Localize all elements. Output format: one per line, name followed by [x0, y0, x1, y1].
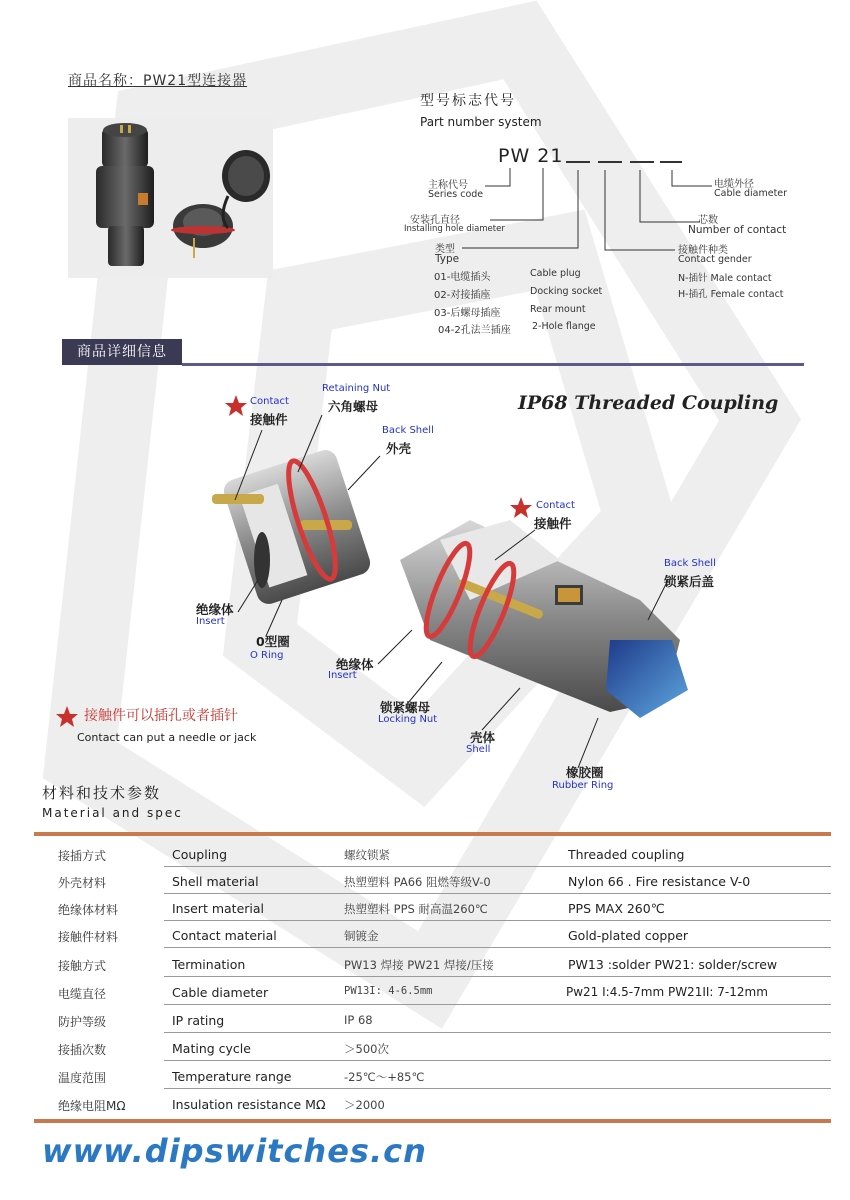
cable-diameter-label-en: Cable diameter [714, 188, 788, 199]
contact-note-cn: 接触件可以插孔或者插针 [84, 708, 238, 724]
female-contact-label: H-插孔 Female contact [678, 289, 784, 300]
spec-row [34, 978, 831, 1005]
callout-rubber-ring-cn: 橡胶圈 [566, 765, 604, 780]
spec-cell-en: Temperature range [172, 1069, 292, 1084]
hole-diameter-label-cn: 安装孔直径 [410, 215, 460, 226]
spec-cell-en-value: Nylon 66 . Fire resistance V-0 [568, 874, 751, 889]
type-label-cn: 类型 [435, 244, 455, 255]
spec-cell-cn: 接触方式 [58, 959, 107, 973]
hole-diameter-label-en: Installing hole diameter [404, 224, 505, 234]
spec-cell-value: 热塑塑料 PA66 阻燃等级V-0 [344, 875, 491, 889]
spec-cell-en: Shell material [172, 874, 259, 889]
spec-cell-cn: 接插方式 [58, 849, 107, 863]
spec-cell-cn: 外壳材料 [58, 876, 107, 890]
callout-retaining-nut-cn: 六角螺母 [328, 399, 379, 414]
spec-cell-value: 铜镀金 [344, 929, 379, 943]
type-item-04-cn: 04-2孔法兰插座 [438, 325, 511, 336]
contact-gender-label-en: Contact gender [678, 254, 752, 265]
callout-insert-2-en: Insert [328, 670, 357, 681]
spec-bottom-rule [34, 1119, 831, 1123]
spec-cell-en-value: Gold-plated copper [568, 928, 689, 943]
spec-cell-cn: 温度范围 [58, 1071, 107, 1085]
type-item-04-en: 2-Hole flange [532, 321, 596, 332]
contact-gender-label-cn: 接触件种类 [678, 245, 728, 256]
website-link[interactable]: www.dipswitches.cn [42, 1132, 427, 1170]
callout-contact-2-en: Contact [536, 500, 575, 511]
callout-locking-nut-en: Locking Nut [378, 714, 438, 725]
spec-title-en: Material and spec [42, 806, 183, 820]
spec-cell-value: 螺纹锁紧 [344, 848, 390, 862]
row-divider [164, 1060, 831, 1061]
spec-top-rule [34, 832, 831, 836]
row-divider [164, 1088, 831, 1089]
spec-cell-en: Insert material [172, 901, 264, 916]
callout-o-ring-cn: 0型圈 [256, 634, 290, 649]
callout-insert-2-cn: 绝缘体 [336, 657, 374, 672]
product-name: 商品名称：PW21型连接器 [68, 73, 248, 89]
ip68-heading: IP68 Threaded Coupling [518, 392, 779, 414]
spec-cell-value: ＞500次 [344, 1042, 389, 1056]
callout-retaining-nut-en: Retaining Nut [322, 383, 391, 394]
spec-cell-en: Coupling [172, 847, 228, 862]
callout-contact-2-cn: 接触件 [534, 516, 572, 531]
spec-cell-cn: 绝缘电阻MΩ [58, 1099, 126, 1113]
spec-cell-value: PW13 焊接 PW21 焊接/压接 [344, 958, 494, 972]
spec-cell-value: ＞2000 [344, 1098, 385, 1112]
type-item-03-en: Rear mount [530, 304, 586, 315]
star-icon [56, 706, 78, 727]
spec-row [34, 950, 831, 977]
spec-cell-en: IP rating [172, 1013, 225, 1028]
callout-shell-en: Shell [466, 744, 491, 755]
row-divider [164, 1032, 831, 1033]
star-icon [510, 497, 532, 518]
spec-row [34, 840, 831, 867]
callout-contact-1-en: Contact [250, 396, 289, 407]
cable-diameter-label-cn: 电缆外径 [714, 179, 754, 190]
callout-rubber-ring-en: Rubber Ring [552, 780, 614, 791]
spec-row [34, 894, 831, 921]
type-item-03-cn: 03-后螺母插座 [434, 308, 501, 319]
male-contact-label: N-插针 Male contact [678, 273, 772, 284]
spec-row [34, 1006, 831, 1033]
star-icon [225, 395, 247, 416]
row-divider [164, 976, 831, 977]
spec-cell-en-value: PW13 :solder PW21: solder/screw [568, 957, 778, 972]
callout-back-shell-2-en: Back Shell [664, 558, 716, 569]
part-number-code: PW 21 [498, 145, 564, 167]
row-divider [164, 1004, 831, 1005]
spec-row [34, 1034, 831, 1061]
spec-cell-en: Insulation resistance MΩ [172, 1097, 326, 1112]
callout-back-shell-1-en: Back Shell [382, 425, 434, 436]
spec-cell-cn: 电缆直径 [58, 987, 107, 1001]
spec-cell-value: -25℃～+85℃ [344, 1070, 425, 1084]
spec-cell-en: Cable diameter [172, 985, 269, 1000]
spec-cell-en: Mating cycle [172, 1041, 251, 1056]
spec-row [34, 1062, 831, 1089]
part-number-title-en: Part number system [420, 115, 542, 129]
callout-insert-1-en: Insert [196, 616, 225, 627]
spec-cell-cn: 绝缘体材料 [58, 903, 119, 917]
callout-back-shell-1-cn: 外壳 [386, 441, 412, 456]
type-item-02-en: Docking socket [530, 286, 603, 297]
spec-row [34, 921, 831, 948]
contact-number-label-cn: 芯数 [698, 215, 718, 226]
type-item-01-en: Cable plug [530, 268, 581, 279]
callout-locking-nut-cn: 锁紧螺母 [380, 700, 431, 715]
callout-shell-cn: 壳体 [470, 730, 496, 745]
spec-row [34, 867, 831, 894]
spec-cell-cn: 防护等级 [58, 1015, 107, 1029]
spec-title-cn: 材料和技术参数 [42, 784, 162, 802]
spec-cell-en-value: Pw21 I:4.5-7mm PW21II: 7-12mm [566, 985, 768, 999]
spec-cell-en-value: PPS MAX 260℃ [568, 901, 665, 916]
type-item-01-cn: 01-电缆插头 [434, 272, 491, 283]
callout-contact-1-cn: 接触件 [250, 412, 288, 427]
callout-insert-1-cn: 绝缘体 [196, 602, 234, 617]
callout-back-shell-2-cn: 锁紧后盖 [664, 574, 715, 589]
type-label-en: Type [435, 253, 460, 265]
spec-cell-en-value: Threaded coupling [568, 847, 685, 862]
callout-o-ring-en: O Ring [250, 650, 284, 661]
contact-number-label-en: Number of contact [688, 224, 787, 236]
spec-row [34, 1090, 831, 1117]
type-item-02-cn: 02-对接插座 [434, 290, 491, 301]
spec-cell-value: IP 68 [344, 1013, 373, 1027]
series-code-label-cn: 主称代号 [428, 180, 468, 191]
part-number-title-cn: 型号标志代号 [420, 93, 516, 109]
spec-cell-cn: 接触件材料 [58, 930, 119, 944]
spec-cell-cn: 接插次数 [58, 1043, 107, 1057]
spec-cell-en: Termination [172, 957, 246, 972]
spec-cell-en: Contact material [172, 928, 277, 943]
series-code-label-en: Series code [428, 189, 484, 200]
details-banner: 商品详细信息 [62, 339, 182, 365]
row-divider [164, 947, 831, 948]
contact-note-en: Contact can put a needle or jack [77, 731, 257, 744]
spec-cell-value: PW13I: 4-6.5mm [344, 985, 433, 997]
spec-cell-value: 热塑塑料 PPS 耐高温260℃ [344, 902, 488, 916]
